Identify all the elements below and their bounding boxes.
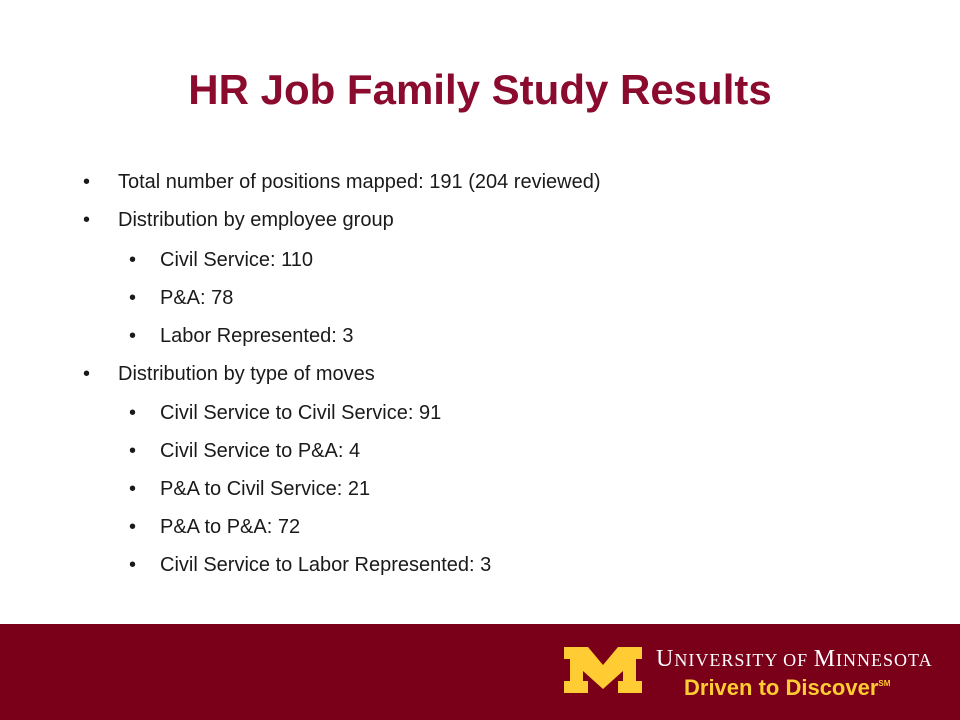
service-mark: SM	[878, 679, 891, 688]
bullet-item	[129, 516, 301, 539]
bullet-dot: •	[129, 516, 137, 538]
bullet-dot: •	[129, 287, 137, 309]
university-name	[656, 646, 933, 673]
tagline	[684, 675, 890, 701]
bullet-item	[129, 287, 234, 310]
university-name-u: U	[656, 646, 675, 672]
bullet-text: Civil Service to Labor Represented: 3	[160, 554, 492, 576]
bullet-dot: •	[129, 249, 137, 271]
bullet-item	[129, 554, 492, 577]
bullet-text: Civil Service: 110	[160, 249, 314, 271]
slide-title: HR Job Family Study Results	[188, 66, 772, 113]
university-name-part: INNESOTA	[836, 650, 933, 670]
bullet-item	[129, 325, 354, 348]
block-m-logo-icon	[562, 645, 644, 695]
bullet-item	[83, 209, 394, 232]
bullet-dot: •	[129, 325, 137, 347]
bullet-dot: •	[129, 554, 137, 576]
bullet-text: Distribution by employee group	[118, 209, 394, 231]
bullet-text: Total number of positions mapped: 191 (204 reviewed)	[118, 171, 601, 193]
bullet-item	[129, 440, 361, 463]
bullet-text: Civil Service to Civil Service: 91	[160, 402, 442, 424]
bullet-text: P&A to P&A: 72	[160, 516, 301, 538]
bullet-text: Labor Represented: 3	[160, 325, 354, 347]
bullet-dot: •	[129, 478, 137, 500]
bullet-dot: •	[83, 363, 91, 385]
bullet-text: P&A: 78	[160, 287, 234, 309]
bullet-item	[83, 363, 375, 386]
university-name-part: NIVERSITY OF	[674, 650, 814, 670]
bullet-item	[129, 478, 371, 501]
bullet-dot: •	[83, 209, 91, 231]
bullet-dot: •	[129, 402, 137, 424]
bullet-text: Distribution by type of moves	[118, 363, 375, 385]
bullet-dot: •	[129, 440, 137, 462]
bullet-dot: •	[83, 171, 91, 193]
bullet-item	[129, 249, 314, 272]
university-name-m: M	[813, 646, 837, 672]
bullet-item	[83, 171, 601, 194]
tagline-text: Driven to Discover	[684, 675, 879, 700]
bullet-item	[129, 402, 442, 425]
bullet-text: P&A to Civil Service: 21	[160, 478, 371, 500]
bullet-text: Civil Service to P&A: 4	[160, 440, 361, 462]
